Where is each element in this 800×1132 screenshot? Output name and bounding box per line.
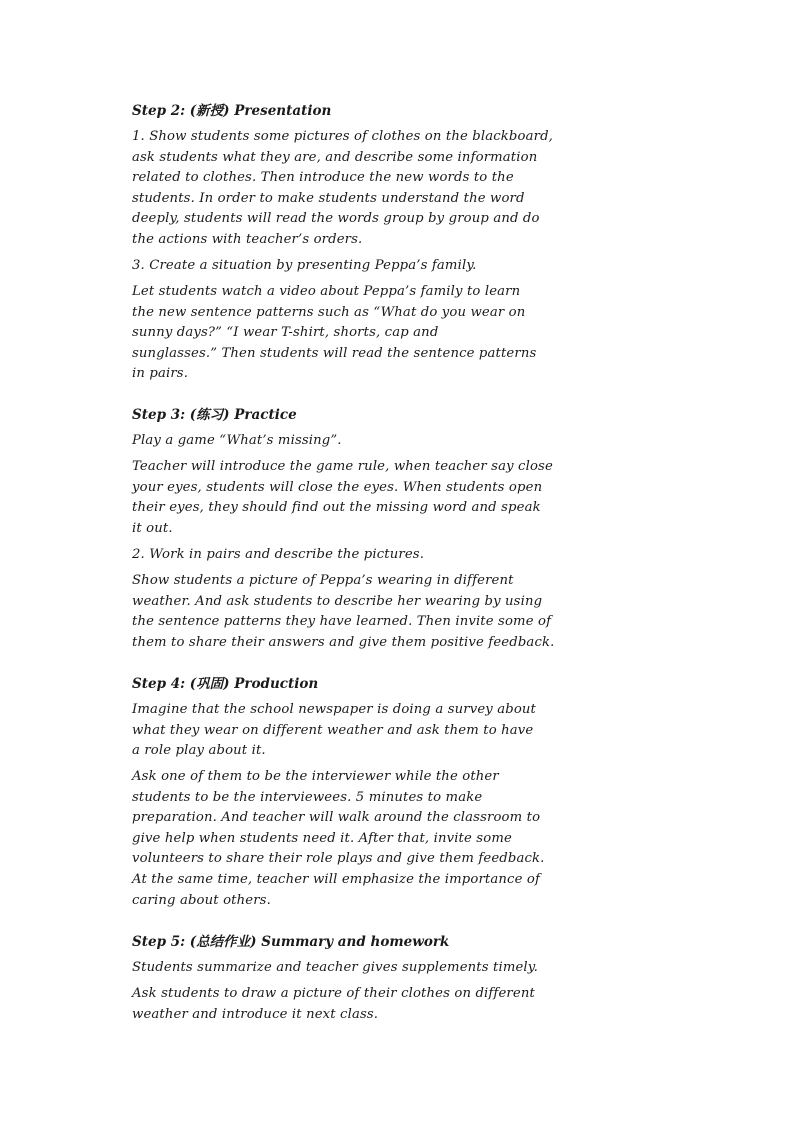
text-line: Let students watch a video about Peppa’s family to learn	[132, 284, 521, 299]
text-line: Show students a picture of Peppa’s wearing in different	[132, 573, 514, 588]
text-line: Teacher will introduce the game rule, when teacher say close	[132, 459, 553, 474]
paragraph-step-4-interviewer	[132, 767, 592, 911]
text-line: Students summarize and teacher gives supplements timely.	[132, 960, 538, 975]
text-line: sunny days?” “I wear T-shirt, shorts, cap and	[132, 325, 439, 341]
text-line: preparation. And teacher will walk around the classroom to	[132, 810, 541, 826]
text-line: 3. Create a situation by presenting Peppa’s family.	[132, 258, 477, 273]
text-line: Play a game “What’s missing”.	[132, 433, 342, 448]
text-line: 1. Show students some pictures of clothes on the blackboard,	[132, 129, 553, 144]
text-line: what they wear on different weather and ask them to have	[132, 722, 534, 738]
text-line: the actions with teacher’s orders.	[132, 231, 363, 247]
text-line: related to clothes. Then introduce the new words to the	[132, 170, 514, 186]
text-line: the sentence patterns they have learned. Then invite some of	[132, 614, 552, 630]
section-heading-step-3: Step 3: (练习) Practice	[132, 407, 297, 423]
section-heading-step-4: Step 4: (巩固) Production	[132, 676, 319, 692]
text-line: the new sentence patterns such as “What do you wear on	[132, 304, 526, 320]
paragraph-step-3-game-rule	[132, 457, 592, 539]
text-line: ask students what they are, and describe some information	[132, 149, 538, 165]
text-line: Ask students to draw a picture of their clothes on different	[132, 986, 535, 1001]
text-line: caring about others.	[132, 892, 271, 908]
text-line: Ask one of them to be the interviewer while the other	[132, 769, 499, 784]
text-line: weather and introduce it next class.	[132, 1006, 379, 1022]
paragraph-step-2-video	[132, 282, 592, 385]
text-line: give help when students need it. After that, invite some	[132, 830, 512, 846]
text-line: them to share their answers and give them positive feedback.	[132, 634, 555, 650]
text-line: students to be the interviewees. 5 minutes to make	[132, 789, 483, 805]
section-heading-step-5: Step 5: (总结作业) Summary and homework	[132, 934, 450, 950]
paragraph-step-5-summarize	[132, 958, 592, 979]
paragraph-step-2-create-situation	[132, 256, 592, 277]
paragraph-step-3-work-in-pairs	[132, 545, 592, 566]
paragraph-step-3-play-game	[132, 431, 592, 452]
section-heading-step-2: Step 2: (新授) Presentation	[132, 103, 332, 119]
text-line: in pairs.	[132, 366, 189, 382]
paragraph-step-4-imagine	[132, 700, 592, 762]
paragraph-step-3-show-picture	[132, 571, 592, 653]
text-line: volunteers to share their role plays and give them feedback.	[132, 851, 545, 867]
text-line: a role play about it.	[132, 743, 266, 759]
paragraph-step-5-homework	[132, 984, 592, 1025]
paragraph-step-2-show-pictures	[132, 127, 592, 251]
text-line: At the same time, teacher will emphasize the importance of	[132, 871, 540, 887]
text-line: 2. Work in pairs and describe the pictures.	[132, 547, 425, 562]
text-line: your eyes, students will close the eyes. When students open	[132, 479, 543, 495]
text-line: Imagine that the school newspaper is doing a survey about	[132, 702, 537, 717]
text-line: their eyes, they should find out the missing word and speak	[132, 500, 541, 516]
text-line: sunglasses.” Then students will read the sentence patterns	[132, 345, 537, 361]
text-line: weather. And ask students to describe her wearing by using	[132, 593, 543, 609]
text-line: students. In order to make students understand the word	[132, 190, 525, 206]
text-line: deeply, students will read the words group by group and do	[132, 211, 540, 227]
text-line: it out.	[132, 520, 173, 536]
